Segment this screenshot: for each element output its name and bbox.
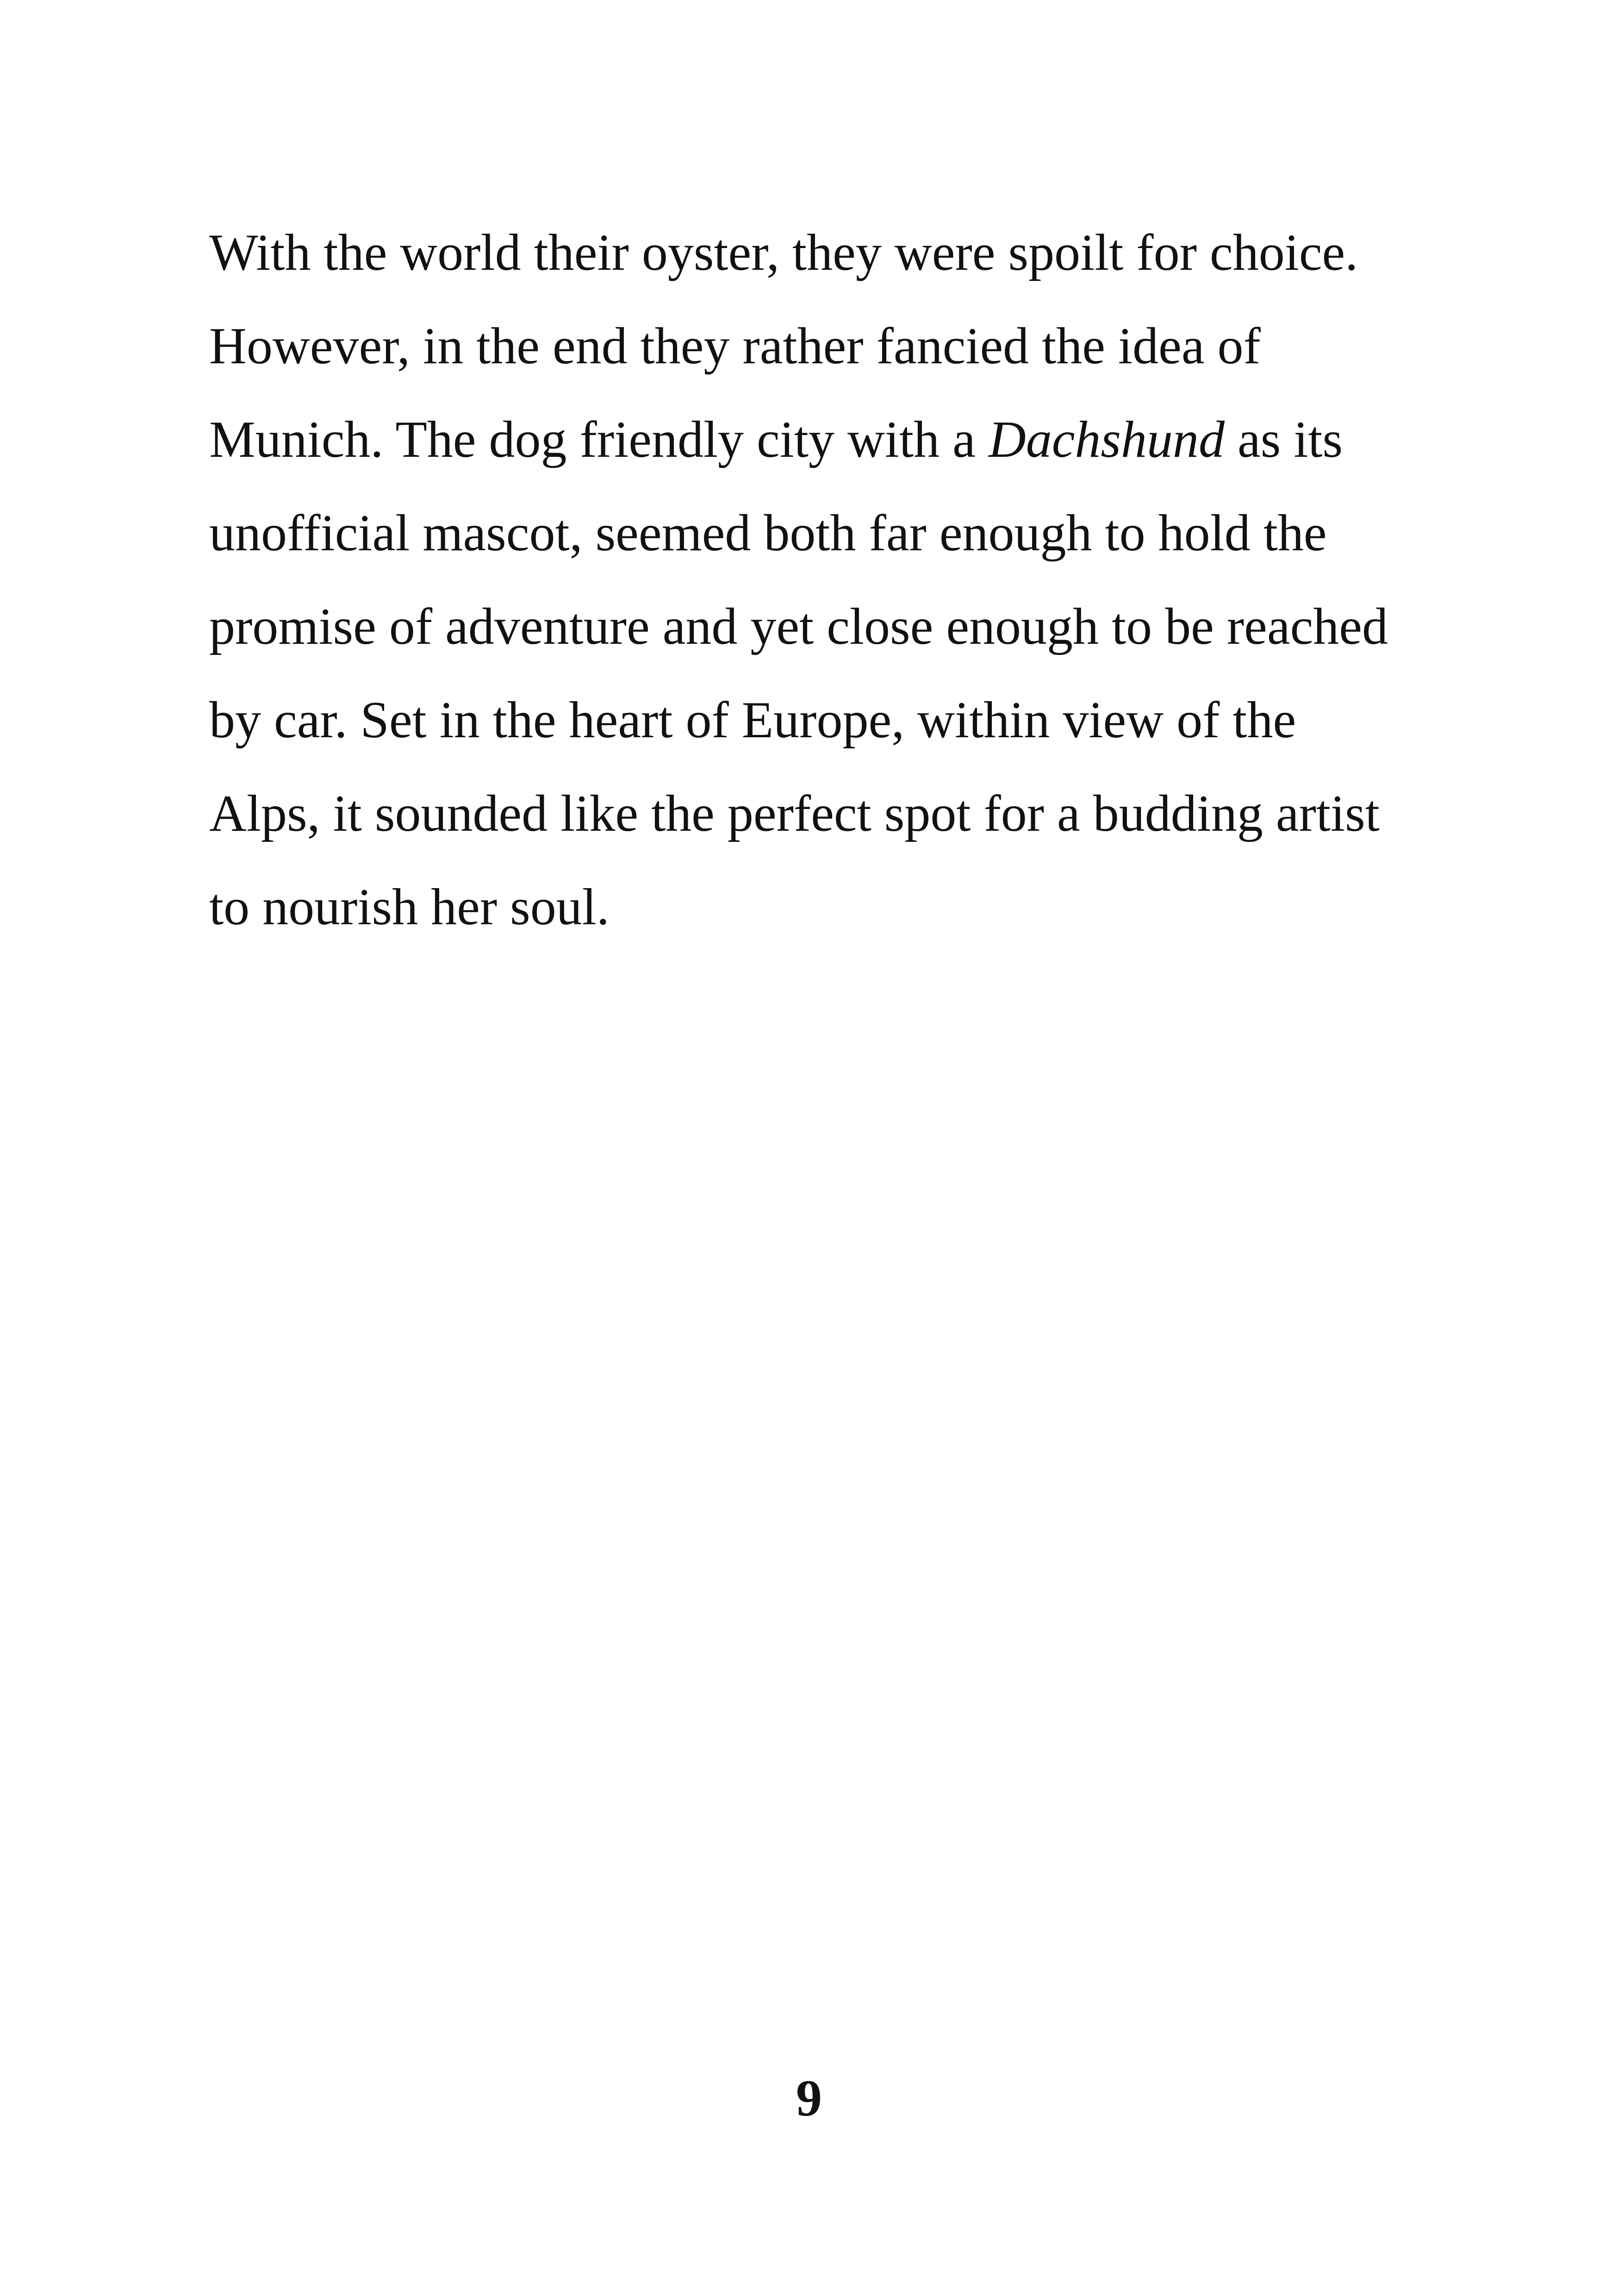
line-text: to nourish her soul. [209,878,610,936]
paragraph-line [209,299,1416,393]
paragraph-line [209,486,1416,580]
line-text: unofficial mascot, seemed both far enough to hold the [209,504,1327,562]
line-text: Munich. The dog friendly city with a [209,411,989,468]
line-text: by car. Set in the heart of Europe, within view of the [209,691,1296,749]
body-paragraph [209,206,1416,954]
italic-word: Dachshund [988,411,1225,468]
line-text: Alps, it sounded like the perfect spot for a budding artist [209,785,1380,842]
line-text: promise of adventure and yet close enough to be reached [209,598,1388,655]
paragraph-line [209,393,1416,486]
line-text: However, in the end they rather fancied the idea of [209,317,1261,375]
paragraph-line [209,767,1416,860]
paragraph-line [209,580,1416,673]
paragraph-line [209,673,1416,767]
page-number: 9 [796,2070,822,2127]
paragraph-line [209,206,1416,299]
paragraph-line [209,860,1416,954]
line-text: With the world their oyster, they were spoilt for choice. [209,224,1358,281]
line-text: as its [1225,411,1343,468]
